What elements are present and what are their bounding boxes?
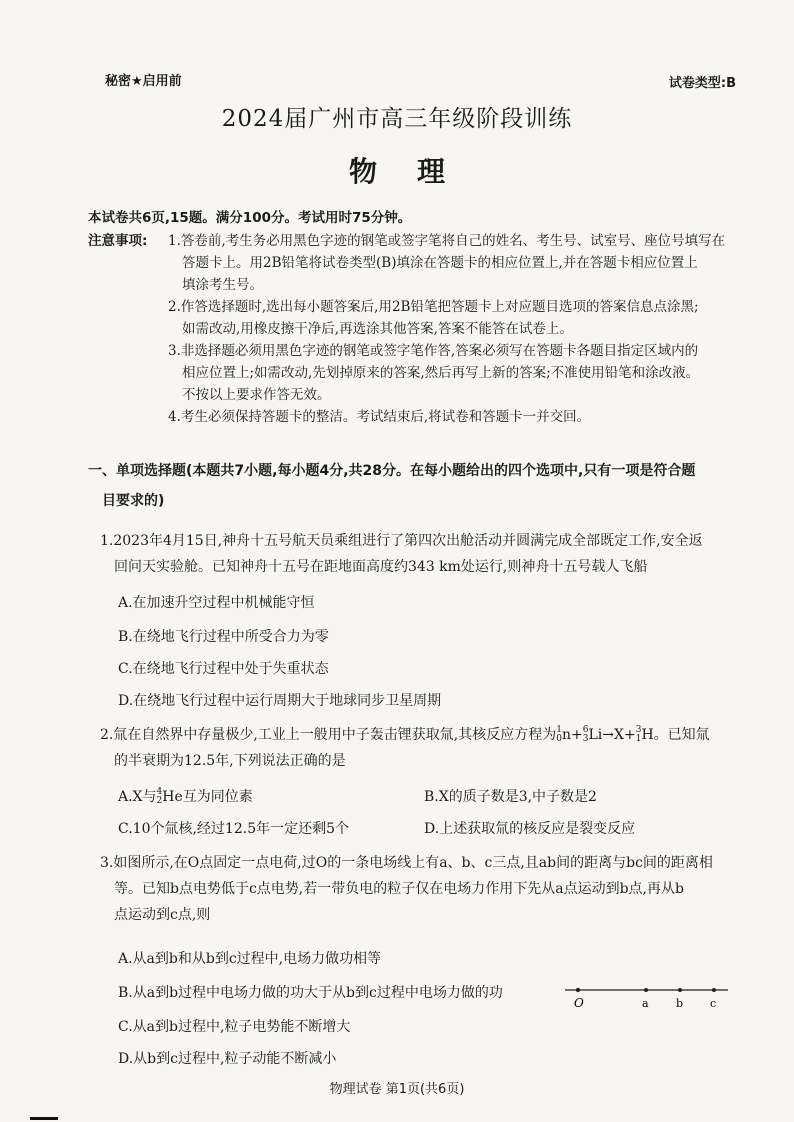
section-line: 一、单项选择题(本题共7小题,每小题4分,共28分。在每小题给出的四个选项中,只有一项是符合题 xyxy=(88,463,696,479)
q1-option-a: A.在加速升空过程中机械能守恒 xyxy=(118,595,315,611)
equation: 1 0n+6 3Li→X+3 1H xyxy=(556,725,654,744)
question-2-stem xyxy=(100,722,750,774)
note-line: 相应位置上;如需改动,先划掉原来的答案,然后再写上新的答案;不准使用铅笔和涂改液。 xyxy=(182,365,700,381)
stem-line xyxy=(100,722,750,748)
q2-option-a: A.X与4 2He互为同位素 xyxy=(118,787,253,806)
question-1-stem xyxy=(100,528,750,580)
stem-line: 点运动到c点,则 xyxy=(114,907,211,923)
label-o: O xyxy=(574,996,584,1010)
point-b-mark xyxy=(678,988,682,992)
stem-line: 1.2023年4月15日,神舟十五号航天员乘组进行了第四次出舱活动并圆满完成全部既定工作,安全返 xyxy=(100,533,703,549)
q2-option-b: B.X的质子数是3,中子数是2 xyxy=(424,789,597,805)
note-item xyxy=(168,340,748,406)
stem-line: 回问天实验舱。已知神舟十五号在距地面高度约343 km处运行,则神舟十五号载人飞船 xyxy=(114,559,648,575)
note-line: 不按以上要求作答无效。 xyxy=(182,387,331,403)
stem-text: 2.氚在自然界中存量极少,工业上一般用中子轰击锂获取氚,其核反应方程为 xyxy=(100,727,557,743)
point-a-mark xyxy=(644,988,648,992)
note-item xyxy=(168,406,748,428)
q1-option-c: C.在绕地飞行过程中处于失重状态 xyxy=(118,661,329,677)
q1-option-d: D.在绕地飞行过程中运行周期大于地球同步卫星周期 xyxy=(118,693,442,709)
secret-label: 秘密★启用前 xyxy=(105,74,182,89)
notes-block xyxy=(88,230,748,428)
notes-label: 注意事项: xyxy=(88,233,148,249)
q3-option-a: A.从a到b和从b到c过程中,电场力做功相等 xyxy=(118,951,382,967)
label-c: c xyxy=(710,997,717,1010)
label-a: a xyxy=(642,997,649,1010)
q3-option-d: D.从b到c过程中,粒子动能不断减小 xyxy=(118,1051,337,1067)
q1-option-b: B.在绕地飞行过程中所受合力为零 xyxy=(118,629,329,645)
q3-option-b: B.从a到b过程中电场力做的功大于从b到c过程中电场力做的功 xyxy=(118,985,503,1001)
note-line: 4.考生必须保持答题卡的整洁。考试结束后,将试卷和答题卡一并交回。 xyxy=(168,409,591,425)
paper-type-label: 试卷类型:B xyxy=(668,76,736,91)
section-line: 目要求的) xyxy=(102,493,165,509)
note-line: 1.答卷前,考生务必用黑色字迹的钢笔或签字笔将自己的姓名、考生号、试室号、座位号填写在 xyxy=(168,233,726,249)
note-item xyxy=(168,230,748,296)
section-heading xyxy=(88,456,748,516)
note-line: 如需改动,用橡皮擦干净后,再选涂其他答案,答案不能答在试卷上。 xyxy=(182,321,573,337)
stem-line: 等。已知b点电势低于c点电势,若一带负电的粒子仅在电场力作用下先从a点运动到b点,再从b xyxy=(114,881,684,897)
point-c-mark xyxy=(712,988,716,992)
stem-text: 。已知氚 xyxy=(653,727,710,743)
corner-mark xyxy=(30,1117,58,1120)
label-b: b xyxy=(676,997,684,1010)
note-line: 3.非选择题必须用黑色字迹的钢笔或签字笔作答,答案必须写在答题卡各题目指定区域内的 xyxy=(168,343,699,359)
note-line: 答题卡上。用2B铅笔将试卷类型(B)填涂在答题卡的相应位置上,并在答题卡相应位置上 xyxy=(182,255,698,271)
stem-line: 的半衰期为12.5年,下列说法正确的是 xyxy=(114,753,346,769)
q2-option-d: D.上述获取氚的核反应是裂变反应 xyxy=(424,821,636,837)
note-line: 填涂考生号。 xyxy=(182,277,263,293)
q3-option-c: C.从a到b过程中,粒子电势能不断增大 xyxy=(118,1019,351,1035)
stem-line: 3.如图所示,在O点固定一点电荷,过O的一条电场线上有a、b、c三点,且ab间的距离与bc间的距离相 xyxy=(100,855,713,871)
subject-title: 物理 xyxy=(348,155,485,188)
field-line-diagram xyxy=(560,980,740,1010)
q2-option-c: C.10个氚核,经过12.5年一定还剩5个 xyxy=(118,821,350,837)
point-o-mark xyxy=(576,988,580,992)
note-item xyxy=(168,296,748,340)
exam-title: 2024届广州市高三年级阶段训练 xyxy=(221,106,573,132)
note-line: 2.作答选择题时,选出每小题答案后,用2B铅笔把答题卡上对应题目选项的答案信息点涂黑; xyxy=(168,299,699,315)
exam-meta: 本试卷共6页,15题。满分100分。考试用时75分钟。 xyxy=(88,210,412,226)
page-footer: 物理试卷 第1页(共6页) xyxy=(329,1082,465,1097)
question-3-stem xyxy=(100,850,750,928)
